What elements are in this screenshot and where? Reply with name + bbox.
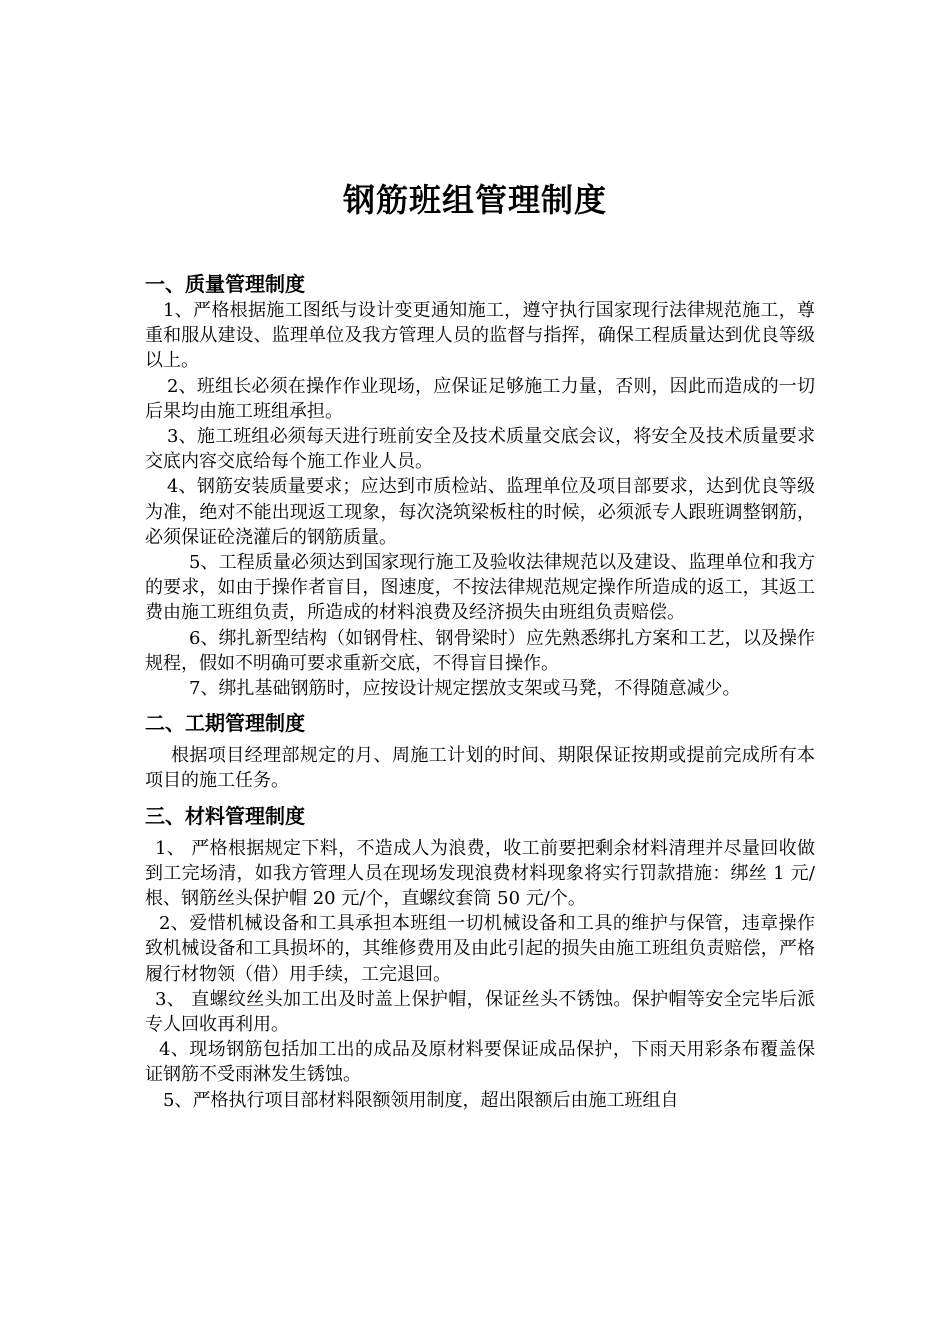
paragraph: 2、班组长必须在操作作业现场，应保证足够施工力量，否则，因此而造成的一切后果均由施工班组承担。 bbox=[145, 375, 815, 422]
document-body bbox=[145, 270, 815, 1113]
paragraph: 7、绑扎基础钢筋时，应按设计规定摆放支架或马凳，不得随意减少。 bbox=[189, 678, 741, 700]
paragraph: 4、钢筋安装质量要求；应达到市质检站、监理单位及项目部要求，达到优良等级为准，绝对不能出现返工现象，每次浇筑梁板柱的时候，必须派专人跟班调整钢筋，必须保证砼浇灌后的钢筋质量。 bbox=[145, 476, 815, 548]
paragraph: 根据项目经理部规定的月、周施工计划的时间、期限保证按期或提前完成所有本项目的施工任务。 bbox=[145, 745, 815, 792]
paragraph: 2、爱惜机械设备和工具承担本班组一切机械设备和工具的维护与保管，违章操作致机械设备和工具损坏的，其维修费用及由此引起的损失由施工班组负责赔偿，严格履行材物领（借）用手续，工完退回。 bbox=[145, 913, 815, 985]
section-heading-quality: 一、质量管理制度 bbox=[145, 272, 305, 296]
paragraph: 5、严格执行项目部材料限额领用制度，超出限额后由施工班组自 bbox=[163, 1089, 679, 1111]
paragraph: 1、严格根据施工图纸与设计变更通知施工，遵守执行国家现行法律规范施工，尊重和服从建设、监理单位及我方管理人员的监督与指挥，确保工程质量达到优良等级以上。 bbox=[145, 300, 815, 372]
document-title: 钢筋班组管理制度 bbox=[342, 181, 607, 219]
paragraph: 4、现场钢筋包括加工出的成品及原材料要保证成品保护，下雨天用彩条布覆盖保证钢筋不受雨淋发生锈蚀。 bbox=[145, 1039, 815, 1086]
paragraph: 6、绑扎新型结构（如钢骨柱、钢骨梁时）应先熟悉绑扎方案和工艺，以及操作规程，假如不明确可要求重新交底，不得盲目操作。 bbox=[145, 627, 815, 674]
paragraph: 1、 严格根据规定下料，不造成人为浪费，收工前要把剩余材料清理并尽量回收做到工完场清，如我方管理人员在现场发现浪费材料现象将实行罚款措施：绑丝 1 元/根、钢筋丝头保护帽 20 元/个，直螺纹套筒 50 元/个。 bbox=[145, 837, 815, 910]
section-schedule bbox=[145, 709, 815, 793]
paragraph: 5、工程质量必须达到国家现行施工及验收法律规范以及建设、监理单位和我方的要求，如由于操作者盲目，图速度，不按法律规范规定操作所造成的返工，其返工费由施工班组负责，所造成的材料浪费及经济损失由班组负责赔偿。 bbox=[145, 552, 815, 624]
section-materials bbox=[145, 802, 815, 1113]
paragraph: 3、施工班组必须每天进行班前安全及技术质量交底会议，将安全及技术质量要求交底内容交底给每个施工作业人员。 bbox=[145, 426, 815, 473]
paragraph: 3、 直螺纹丝头加工出及时盖上保护帽，保证丝头不锈蚀。保护帽等安全完毕后派专人回收再利用。 bbox=[145, 988, 815, 1036]
section-quality bbox=[145, 270, 815, 701]
section-heading-materials: 三、材料管理制度 bbox=[145, 803, 305, 828]
section-heading-schedule: 二、工期管理制度 bbox=[145, 711, 305, 736]
